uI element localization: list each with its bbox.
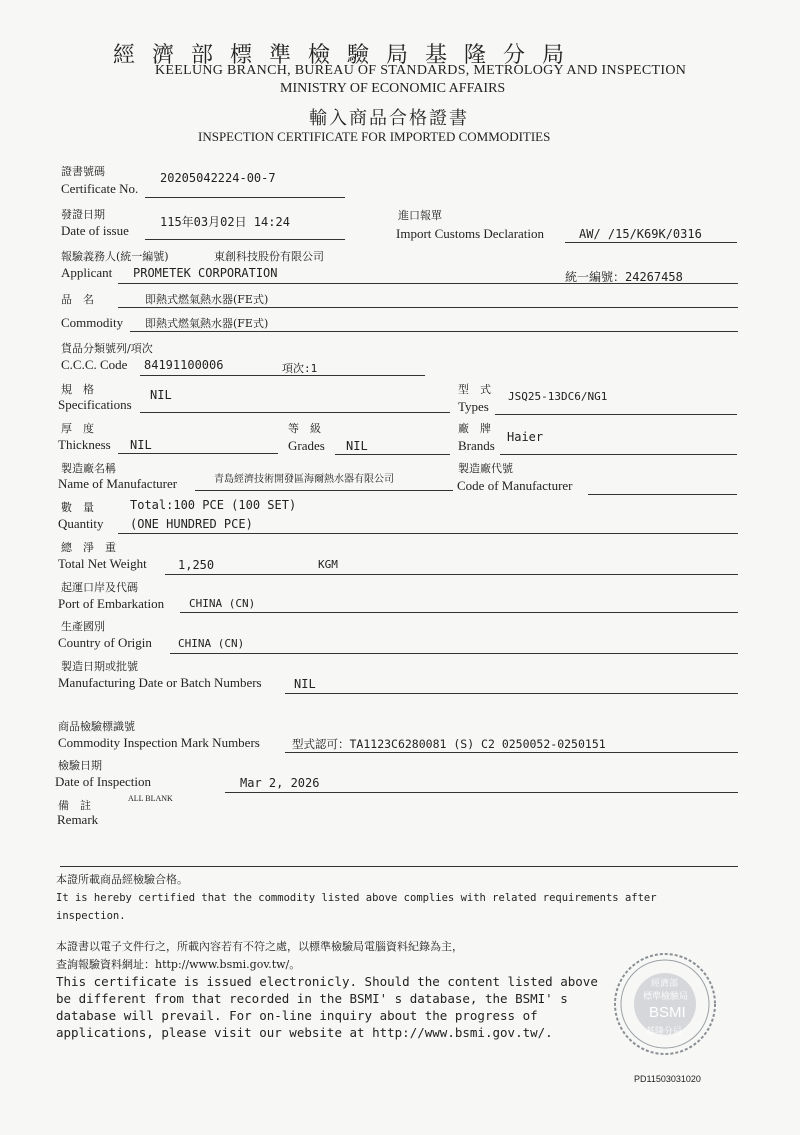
- port-label: Port of Embarkation: [58, 596, 165, 611]
- origin-label: Country of Origin: [58, 635, 152, 650]
- ccc-value: 84191100006: [144, 358, 224, 372]
- ccc-item: 項次:1: [282, 362, 318, 375]
- date-issue-label-zh: 發證日期: [61, 208, 105, 221]
- official-seal: [613, 952, 717, 1056]
- date-issue-label: Date of issue: [61, 223, 129, 238]
- ccc-label: C.C.C. Code: [61, 357, 128, 372]
- electronic-en-4: applications, please visit our website at http://www.bsmi.gov.tw/.: [56, 1025, 553, 1040]
- manufacturer-label-zh: 製造廠名稱: [61, 462, 116, 475]
- types-value: JSQ25-13DC6/NG1: [508, 390, 608, 403]
- thickness-label-zh: 厚 度: [61, 422, 94, 435]
- cert-no-value: 20205042224-00-7: [160, 171, 276, 185]
- brands-label: Brands: [458, 438, 495, 453]
- weight-label: Total Net Weight: [58, 556, 147, 571]
- quantity-value-2: (ONE HUNDRED PCE): [130, 517, 253, 531]
- document-code: PD11503031020: [634, 1074, 701, 1084]
- insp-date-label: Date of Inspection: [55, 774, 152, 789]
- applicant-label: Applicant: [61, 265, 113, 280]
- commodity-label: Commodity: [61, 315, 124, 330]
- remark-value: ALL BLANK: [128, 794, 173, 803]
- port-value: CHINA (CN): [189, 597, 256, 610]
- mfg-date-label: Manufacturing Date or Batch Numbers: [58, 675, 262, 690]
- applicant-uid: 統一編號：24267458: [565, 270, 683, 284]
- types-label: Types: [458, 399, 489, 414]
- grades-label-zh: 等 級: [288, 422, 321, 435]
- customs-label: Import Customs Declaration: [396, 226, 545, 241]
- applicant-label-zh: 報驗義務人(統一編號): [61, 250, 169, 263]
- seal-text-bottom: 基隆分局: [646, 1027, 683, 1037]
- electronic-en-1: This certificate is issued electronicly. Should the content listed above: [56, 974, 598, 989]
- mfr-code-label: Code of Manufacturer: [457, 478, 573, 493]
- brands-value: Haier: [507, 430, 544, 444]
- electronic-en-3: database will prevail. For on-line inquiry about the progress of: [56, 1008, 538, 1023]
- certify-en-line-1: It is hereby certified that the commodity listed above complies with related requirements after: [56, 892, 657, 904]
- electronic-zh-1: 本證書以電子文件行之，所載內容若有不符之處，以標準檢驗局電腦資料紀錄為主，: [56, 940, 463, 953]
- thickness-label: Thickness: [58, 437, 111, 452]
- remark-label: Remark: [57, 812, 99, 827]
- seal-text-top: 經濟部: [651, 979, 679, 989]
- spec-label-zh: 規 格: [61, 383, 94, 396]
- electronic-en-2: be different from that recorded in the BSMI' s database, the BSMI' s: [56, 991, 568, 1006]
- electronic-zh-2: 查詢報驗資料網址：http://www.bsmi.gov.tw/。: [56, 958, 301, 971]
- port-label-zh: 起運口岸及代碼: [61, 581, 138, 594]
- grades-label: Grades: [288, 438, 325, 453]
- commodity-value: 即熱式燃氣熱水器(FE式): [145, 317, 269, 330]
- mark-label-zh: 商品檢驗標識號: [58, 720, 135, 733]
- customs-value: AW/ /15/K69K/0316: [579, 227, 702, 241]
- certify-zh: 本證所載商品經檢驗合格。: [56, 873, 188, 886]
- spec-label: Specifications: [58, 397, 132, 412]
- insp-date-label-zh: 檢驗日期: [58, 759, 102, 772]
- date-issue-value: 115年03月02日 14:24: [160, 215, 290, 229]
- brands-label-zh: 廠 牌: [458, 422, 491, 435]
- certify-en-line-2: inspection.: [56, 910, 126, 922]
- quantity-label: Quantity: [58, 516, 104, 531]
- origin-label-zh: 生產國別: [61, 620, 105, 633]
- mfg-date-value: NIL: [294, 677, 316, 691]
- applicant-value: PROMETEK CORPORATION: [133, 266, 278, 280]
- weight-value: 1,250: [178, 558, 215, 572]
- mfg-date-label-zh: 製造日期或批號: [61, 660, 138, 673]
- customs-label-zh: 進口報單: [398, 209, 442, 222]
- mark-value: 型式認可：TA1123C6280081 (S) C2 0250052-0250151: [292, 737, 606, 751]
- agency-name-zh: 經濟部標準檢驗局基隆分局: [113, 43, 582, 68]
- applicant-value-zh: 東創科技股份有限公司: [214, 250, 324, 263]
- manufacturer-label: Name of Manufacturer: [58, 476, 178, 491]
- seal-text-mid: 標準檢驗局: [643, 992, 689, 1002]
- spec-value: NIL: [150, 388, 172, 402]
- cert-no-label: Certificate No.: [61, 181, 139, 196]
- mark-label: Commodity Inspection Mark Numbers: [58, 735, 260, 750]
- commodity-label-zh: 品 名: [61, 293, 94, 306]
- weight-unit: KGM: [318, 558, 338, 571]
- insp-date-value: Mar 2, 2026: [240, 776, 320, 790]
- manufacturer-value: 青島經濟技術開發區海爾熱水器有限公司: [214, 474, 394, 485]
- grades-value: NIL: [346, 439, 368, 453]
- remark-label-zh: 備 註: [58, 799, 91, 812]
- types-label-zh: 型 式: [458, 383, 491, 396]
- page-title-zh: 輸入商品合格證書: [309, 108, 469, 129]
- cert-no-label-zh: 證書號碼: [61, 165, 105, 178]
- origin-value: CHINA (CN): [178, 637, 245, 650]
- agency-name-en: KEELUNG BRANCH, BUREAU OF STANDARDS, METROLOGY AND INSPECTION: [155, 63, 687, 78]
- ccc-label-zh: 貨品分類號列/項次: [61, 342, 153, 355]
- commodity-value-zh: 即熱式燃氣熱水器(FE式): [145, 293, 269, 306]
- mfr-code-label-zh: 製造廠代號: [458, 462, 513, 475]
- page-title-en: INSPECTION CERTIFICATE FOR IMPORTED COMMODITIES: [198, 129, 551, 144]
- ministry-name: MINISTRY OF ECONOMIC AFFAIRS: [280, 81, 506, 96]
- quantity-label-zh: 數 量: [61, 501, 94, 514]
- thickness-value: NIL: [130, 438, 152, 452]
- quantity-value-1: Total:100 PCE (100 SET): [130, 498, 297, 512]
- seal-text-en: BSMI: [649, 1004, 686, 1021]
- weight-label-zh: 總 淨 重: [61, 541, 116, 554]
